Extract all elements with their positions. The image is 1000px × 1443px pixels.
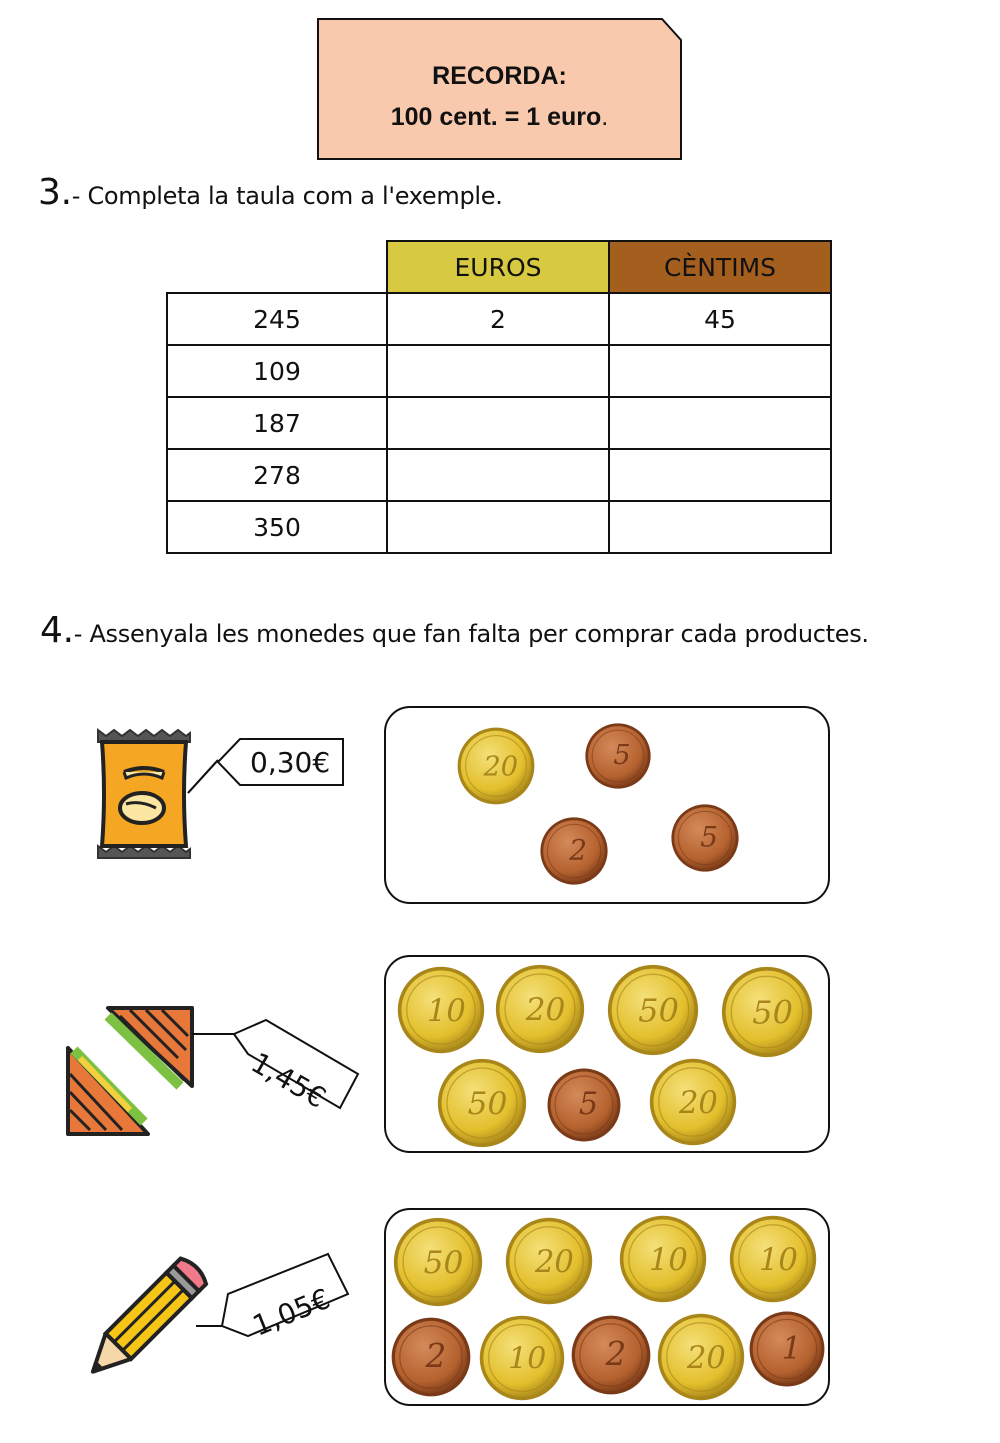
- header-euros: EUROS: [387, 241, 609, 293]
- reminder-rule: 100 cent. = 1 euro: [390, 103, 602, 131]
- coin-10-cent[interactable]: [478, 1314, 566, 1402]
- coin-2-cent[interactable]: [570, 1314, 652, 1396]
- coin-value: 2: [605, 1334, 627, 1373]
- pencil-icon: [70, 1254, 212, 1396]
- coin-value: 2: [425, 1336, 447, 1375]
- coin-value: 1: [781, 1330, 802, 1367]
- coin-20-cent[interactable]: [656, 1312, 746, 1402]
- amount-cell: 278: [167, 449, 387, 501]
- table-corner-cell: [167, 241, 387, 293]
- exercise-4-number: 4.: [40, 610, 74, 651]
- cents-cell[interactable]: [609, 501, 831, 553]
- coin-50-cent[interactable]: [606, 963, 700, 1057]
- coin-5-cent[interactable]: [546, 1067, 622, 1143]
- coin-panel-sandwich: [384, 955, 830, 1153]
- coin-10-cent[interactable]: [728, 1214, 818, 1304]
- header-cents: CÈNTIMS: [609, 241, 831, 293]
- coin-value: 10: [758, 1242, 798, 1278]
- coin-value: 20: [678, 1085, 718, 1121]
- exercise-4-instruction: - Assenyala les monedes que fan falta per comprar cada productes.: [73, 620, 869, 648]
- table-row: [167, 501, 831, 553]
- coin-2-cent[interactable]: [390, 1316, 472, 1398]
- table-row: [167, 345, 831, 397]
- reminder-rule-period: .: [601, 103, 609, 131]
- coin-value: 10: [426, 993, 466, 1029]
- euros-cell[interactable]: [387, 345, 609, 397]
- coin-value: 2: [569, 833, 588, 867]
- coin-50-cent[interactable]: [720, 965, 814, 1059]
- coin-panel-pencil: [384, 1208, 830, 1406]
- coin-value: 50: [752, 993, 793, 1032]
- coin-50-cent[interactable]: [392, 1216, 484, 1308]
- cents-cell[interactable]: [609, 397, 831, 449]
- coin-50-cent[interactable]: [436, 1057, 528, 1149]
- cents-cell[interactable]: 45: [609, 293, 831, 345]
- coin-20-cent[interactable]: [456, 726, 536, 806]
- euros-cell[interactable]: 2: [387, 293, 609, 345]
- table-row: [167, 449, 831, 501]
- exercise-3-instruction: - Completa la taula com a l'exemple.: [71, 182, 503, 210]
- exercise-3-number: 3.: [38, 172, 72, 213]
- amount-cell: 350: [167, 501, 387, 553]
- table-header-row: [167, 241, 831, 293]
- price-tag-sandwich: [192, 1018, 362, 1118]
- exercise-3-heading: [38, 172, 503, 213]
- price-tag-chips: [188, 736, 348, 796]
- coin-10-cent[interactable]: [396, 965, 486, 1055]
- euros-cell[interactable]: [387, 397, 609, 449]
- coin-value: 5: [578, 1087, 599, 1123]
- coin-20-cent[interactable]: [648, 1057, 738, 1147]
- conversion-table: [166, 240, 832, 554]
- amount-cell: 109: [167, 345, 387, 397]
- coin-1-cent[interactable]: [748, 1310, 826, 1388]
- coin-5-cent[interactable]: [584, 722, 652, 790]
- coin-value: 10: [648, 1242, 688, 1278]
- coin-10-cent[interactable]: [618, 1214, 708, 1304]
- euros-cell[interactable]: [387, 501, 609, 553]
- coin-panel-chips: [384, 706, 830, 904]
- table-row: [167, 397, 831, 449]
- coin-value: 10: [508, 1341, 547, 1377]
- coin-value: 20: [686, 1340, 726, 1376]
- coin-20-cent[interactable]: [494, 963, 586, 1055]
- amount-cell: 245: [167, 293, 387, 345]
- exercise-4-heading: [40, 610, 869, 651]
- cents-cell[interactable]: [609, 449, 831, 501]
- coin-value: 20: [525, 992, 566, 1029]
- coin-value: 5: [613, 740, 631, 772]
- reminder-box: [317, 18, 682, 160]
- price-label: 1,45€: [245, 1046, 332, 1115]
- price-label: 0,30€: [250, 746, 331, 779]
- coin-value: 20: [483, 751, 519, 783]
- reminder-title: RECORDA:: [432, 62, 567, 90]
- coin-2-cent[interactable]: [539, 816, 609, 886]
- sandwich-icon: [60, 1000, 200, 1140]
- amount-cell: 187: [167, 397, 387, 449]
- coin-5-cent[interactable]: [670, 803, 740, 873]
- cents-cell[interactable]: [609, 345, 831, 397]
- coin-value: 20: [534, 1244, 574, 1280]
- coin-value: 50: [638, 991, 679, 1030]
- coin-value: 50: [467, 1086, 508, 1123]
- chips-bag-icon: [96, 728, 192, 860]
- coin-20-cent[interactable]: [504, 1216, 594, 1306]
- price-label: 1,05€: [248, 1281, 335, 1343]
- price-tag-pencil: [196, 1250, 356, 1343]
- table-row: [167, 293, 831, 345]
- coin-value: 50: [423, 1245, 464, 1282]
- euros-cell[interactable]: [387, 449, 609, 501]
- coin-value: 5: [700, 820, 719, 854]
